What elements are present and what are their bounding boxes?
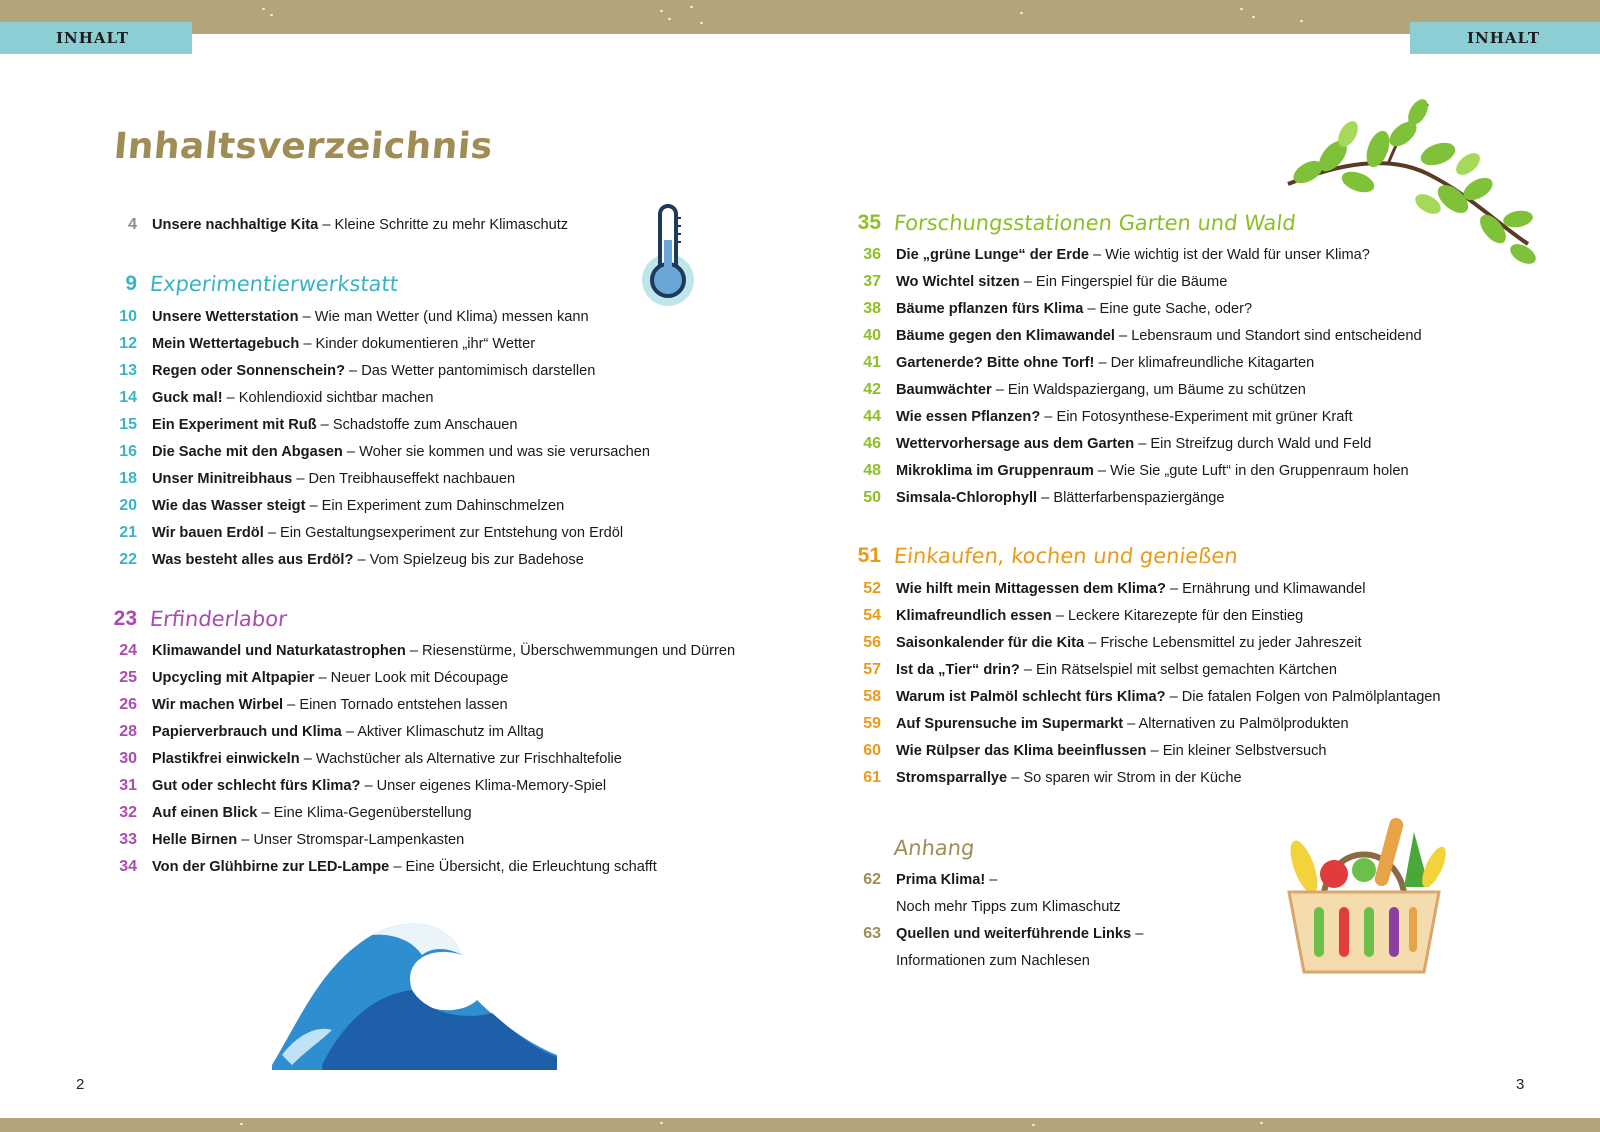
entry-text: Unser Minitreibhaus – Den Treibhauseffekt nachbauen <box>152 471 516 487</box>
entry-page-number: 54 <box>863 607 881 624</box>
entry-page-number: 63 <box>863 925 881 942</box>
header-tab-right: INHALT <box>1410 22 1600 54</box>
entry-page-number: 21 <box>119 524 137 541</box>
entry-text: Prima Klima! – <box>896 872 998 888</box>
page-number-right: 3 <box>1516 1076 1525 1093</box>
wave-illustration <box>262 905 562 1075</box>
entry-text: Plastikfrei einwickeln – Wachstücher als Alternative zur Frischhaltefolie <box>152 751 622 767</box>
section-title: Experimentierwerkstatt <box>148 272 400 296</box>
entry-text: Ist da „Tier“ drin? – Ein Rätselspiel mit selbst gemachten Kärtchen <box>896 662 1337 678</box>
entry-page-number: 61 <box>863 769 881 786</box>
entry-text: Saisonkalender für die Kita – Frische Lebensmittel zu jeder Jahreszeit <box>896 635 1362 651</box>
entry-page-number: 22 <box>119 551 137 568</box>
top-border-band <box>0 0 1600 34</box>
entry-page-number: 46 <box>863 435 881 452</box>
entry-page-number: 16 <box>119 443 137 460</box>
thermometer-illustration <box>633 200 703 310</box>
entry-text: Wettervorhersage aus dem Garten – Ein Streifzug durch Wald und Feld <box>896 436 1372 452</box>
entry-text: Wir machen Wirbel – Einen Tornado entstehen lassen <box>152 697 508 713</box>
entry-text: Bäume pflanzen fürs Klima – Eine gute Sache, oder? <box>896 301 1253 317</box>
entry-text: Upcycling mit Altpapier – Neuer Look mit Découpage <box>152 670 509 686</box>
entry-page-number: 30 <box>119 750 137 767</box>
entry-page-number: 44 <box>863 408 881 425</box>
entry-text: Mikroklima im Gruppenraum – Wie Sie „gute Luft“ in den Gruppenraum holen <box>896 463 1409 479</box>
page-title: Inhaltsverzeichnis <box>112 126 495 167</box>
entry-text: Guck mal! – Kohlendioxid sichtbar machen <box>152 390 434 406</box>
page-number-left: 2 <box>76 1076 85 1093</box>
entry-page-number: 15 <box>119 416 137 433</box>
entry-page-number: 26 <box>119 696 137 713</box>
section-page-number: 9 <box>125 272 137 295</box>
entry-page-number: 12 <box>119 335 137 352</box>
entry-page-number: 41 <box>863 354 881 371</box>
bottom-border-band <box>0 1118 1600 1132</box>
section-title: Anhang <box>892 836 976 860</box>
entry-text: Warum ist Palmöl schlecht fürs Klima? – Die fatalen Folgen von Palmölplantagen <box>896 689 1441 705</box>
entry-text: Wie essen Pflanzen? – Ein Fotosynthese-Experiment mit grüner Kraft <box>896 409 1353 425</box>
entry-text: Ein Experiment mit Ruß – Schadstoffe zum Anschauen <box>152 417 518 433</box>
entry-text: Die Sache mit den Abgasen – Woher sie kommen und was sie verursachen <box>152 444 651 460</box>
entry-page-number: 4 <box>128 216 137 233</box>
entry-text: Wie Rülpser das Klima beeinflussen – Ein kleiner Selbstversuch <box>896 743 1327 759</box>
entry-page-number: 56 <box>863 634 881 651</box>
entry-text: Helle Birnen – Unser Stromspar-Lampenkasten <box>152 832 465 848</box>
entry-page-number: 14 <box>119 389 137 406</box>
entry-page-number: 25 <box>119 669 137 686</box>
entry-page-number: 59 <box>863 715 881 732</box>
section-page-number: 51 <box>857 544 881 567</box>
entry-page-number: 34 <box>119 858 137 875</box>
entry-page-number: 40 <box>863 327 881 344</box>
section-title: Forschungsstationen Garten und Wald <box>892 211 1297 235</box>
entry-text: Stromsparrallye – So sparen wir Strom in der Küche <box>896 770 1242 786</box>
section-title: Erfinderlabor <box>148 607 289 631</box>
entry-page-number: 42 <box>863 381 881 398</box>
entry-page-number: 24 <box>119 642 137 659</box>
entry-text: Wie das Wasser steigt – Ein Experiment zum Dahinschmelzen <box>152 498 565 514</box>
entry-page-number: 31 <box>119 777 137 794</box>
entry-text: Wir bauen Erdöl – Ein Gestaltungsexperiment zur Entstehung von Erdöl <box>152 525 624 541</box>
entry-text: Von der Glühbirne zur LED-Lampe – Eine Übersicht, die Erleuchtung schafft <box>152 859 657 875</box>
entry-text: Klimafreundlich essen – Leckere Kitarezepte für den Einstieg <box>896 608 1304 624</box>
entry-page-number: 60 <box>863 742 881 759</box>
entry-text: Quellen und weiterführende Links – <box>896 926 1144 942</box>
entry-text: Klimawandel und Naturkatastrophen – Riesenstürme, Überschwemmungen und Dürren <box>152 643 736 659</box>
entry-page-number: 18 <box>119 470 137 487</box>
entry-text: Bäume gegen den Klimawandel – Lebensraum und Standort sind entscheidend <box>896 328 1422 344</box>
entry-text: Regen oder Sonnenschein? – Das Wetter pantomimisch darstellen <box>152 363 596 379</box>
entry-text: Papierverbrauch und Klima – Aktiver Klimaschutz im Alltag <box>152 724 544 740</box>
entry-text: Auf einen Blick – Eine Klima-Gegenüberstellung <box>152 805 472 821</box>
entry-text: Unsere Wetterstation – Wie man Wetter (und Klima) messen kann <box>152 309 589 325</box>
entry-text: Noch mehr Tipps zum Klimaschutz <box>896 899 1121 915</box>
leaves-illustration <box>1278 94 1540 272</box>
entry-text: Auf Spurensuche im Supermarkt – Alternativen zu Palmölprodukten <box>896 716 1349 732</box>
entry-text: Unsere nachhaltige Kita – Kleine Schritte zu mehr Klimaschutz <box>152 217 569 233</box>
entry-page-number: 33 <box>119 831 137 848</box>
entry-text: Baumwächter – Ein Waldspaziergang, um Bäume zu schützen <box>896 382 1306 398</box>
entry-page-number: 20 <box>119 497 137 514</box>
entry-text: Wo Wichtel sitzen – Ein Fingerspiel für die Bäume <box>896 274 1228 290</box>
entry-page-number: 52 <box>863 580 881 597</box>
entry-page-number: 50 <box>863 489 881 506</box>
header-tab-left: INHALT <box>0 22 192 54</box>
entry-text: Mein Wettertagebuch – Kinder dokumentieren „ihr“ Wetter <box>152 336 536 352</box>
entry-text: Informationen zum Nachlesen <box>896 953 1090 969</box>
entry-page-number: 28 <box>119 723 137 740</box>
entry-page-number: 13 <box>119 362 137 379</box>
entry-text: Gartenerde? Bitte ohne Torf! – Der klimafreundliche Kitagarten <box>896 355 1315 371</box>
entry-page-number: 38 <box>863 300 881 317</box>
section-title: Einkaufen, kochen und genießen <box>892 544 1240 568</box>
section-page-number: 23 <box>113 607 137 630</box>
entry-page-number: 62 <box>863 871 881 888</box>
entry-page-number: 36 <box>863 246 881 263</box>
vegetable-basket-illustration <box>1264 812 1464 992</box>
section-page-number: 35 <box>857 211 881 234</box>
entry-page-number: 48 <box>863 462 881 479</box>
entry-text: Gut oder schlecht fürs Klima? – Unser eigenes Klima-Memory-Spiel <box>152 778 607 794</box>
entry-page-number: 32 <box>119 804 137 821</box>
entry-page-number: 37 <box>863 273 881 290</box>
entry-text: Wie hilft mein Mittagessen dem Klima? – Ernährung und Klimawandel <box>896 581 1366 597</box>
entry-page-number: 57 <box>863 661 881 678</box>
entry-text: Die „grüne Lunge“ der Erde – Wie wichtig ist der Wald für unser Klima? <box>896 247 1370 263</box>
entry-text: Simsala-Chlorophyll – Blätterfarbenspaziergänge <box>896 490 1225 506</box>
entry-text: Was besteht alles aus Erdöl? – Vom Spielzeug bis zur Badehose <box>152 552 584 568</box>
entry-page-number: 10 <box>119 308 137 325</box>
entry-page-number: 58 <box>863 688 881 705</box>
